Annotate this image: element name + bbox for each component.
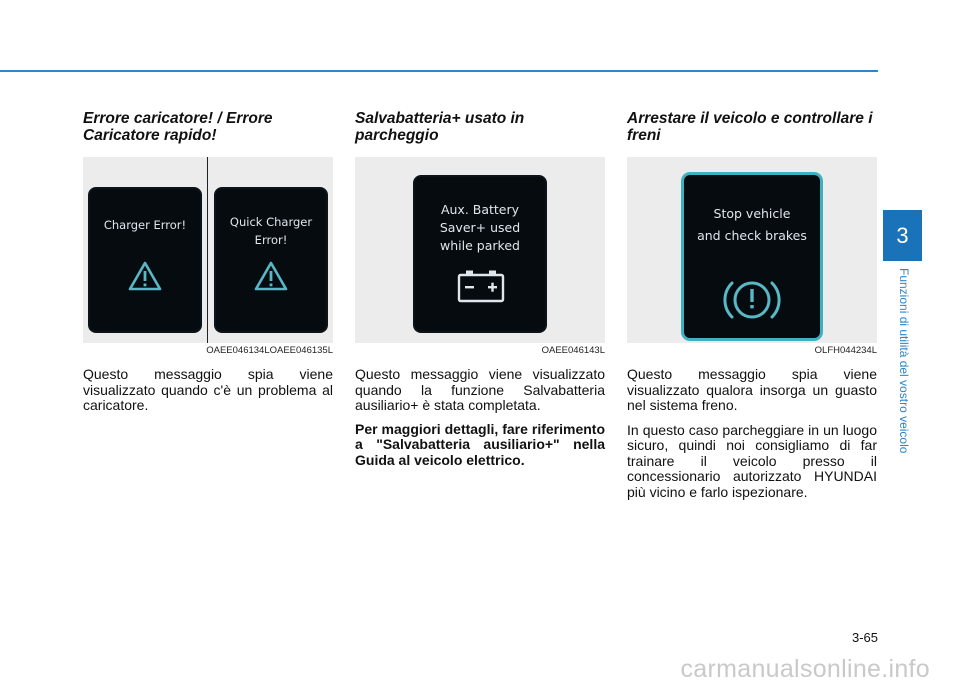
chapter-title: Funzioni di utilità del vostro veicolo — [897, 268, 911, 454]
figure-charger-error — [83, 157, 333, 343]
chapter-tab: 3 — [883, 210, 922, 261]
page-number: 3-65 — [851, 630, 878, 645]
brake-warning-icon — [722, 273, 782, 327]
header-rule — [0, 70, 878, 72]
figure-caption: OAEE046143L — [541, 345, 605, 356]
warning-triangle-icon — [254, 261, 288, 291]
section-heading: Salvabatteria+ usato in parcheggio — [355, 110, 525, 144]
body-paragraph: In questo caso parcheggiare in un luogo sicuro, quindi noi consigliamo di far trainare il veicolo presso il concessionario autorizzato HYUNDAI più vicino e farlo ispezionare. — [627, 421, 877, 500]
screen-text: Aux. Battery — [440, 202, 520, 217]
section-stop-vehicle — [627, 110, 877, 500]
body-paragraph: Questo messaggio spia viene visualizzato quando c'è un problema al caricatore. — [83, 366, 333, 413]
screen-text: Error! — [254, 233, 288, 247]
body-paragraph: Questo messaggio viene visualizzato quando la funzione Salvabatteria ausiliario+ è stata completata. — [355, 366, 605, 413]
screen-text: Stop vehicle — [713, 206, 791, 221]
battery-icon — [457, 269, 505, 303]
screen-text: Quick Charger — [229, 215, 313, 229]
screen-text: and check brakes — [697, 228, 807, 243]
body-paragraph: Questo messaggio spia viene visualizzato qualora insorga un guasto nel sistema freno. — [627, 366, 877, 413]
figure-caption: OAEE046134LOAEE046135L — [206, 345, 333, 356]
watermark: carmanualsonline.info — [680, 655, 930, 683]
section-charger-error — [83, 110, 333, 414]
figure-stop-vehicle — [627, 157, 877, 343]
section-heading: Errore caricatore! / Errore Caricatore rapido! — [83, 110, 273, 144]
cluster-screen-stop-vehicle — [684, 175, 820, 338]
cluster-screen-charger-error — [90, 189, 200, 331]
section-heading: Arrestare il veicolo e controllare i freni — [627, 110, 873, 144]
figure-divider — [207, 157, 208, 343]
figure-battery-saver — [355, 157, 605, 343]
screen-text: Saver+ used — [439, 220, 521, 235]
cluster-screen-quick-charger-error — [216, 189, 326, 331]
reference-note: Per maggiori dettagli, fare riferimento a "Salvabatteria ausiliario+" nella Guida al veicolo elettrico. — [355, 420, 605, 468]
cluster-screen-battery-saver — [415, 177, 545, 331]
warning-triangle-icon — [128, 261, 162, 291]
figure-caption: OLFH044234L — [814, 345, 877, 356]
screen-text: while parked — [440, 238, 520, 253]
section-battery-saver — [355, 110, 605, 468]
screen-text: Charger Error! — [103, 218, 187, 232]
